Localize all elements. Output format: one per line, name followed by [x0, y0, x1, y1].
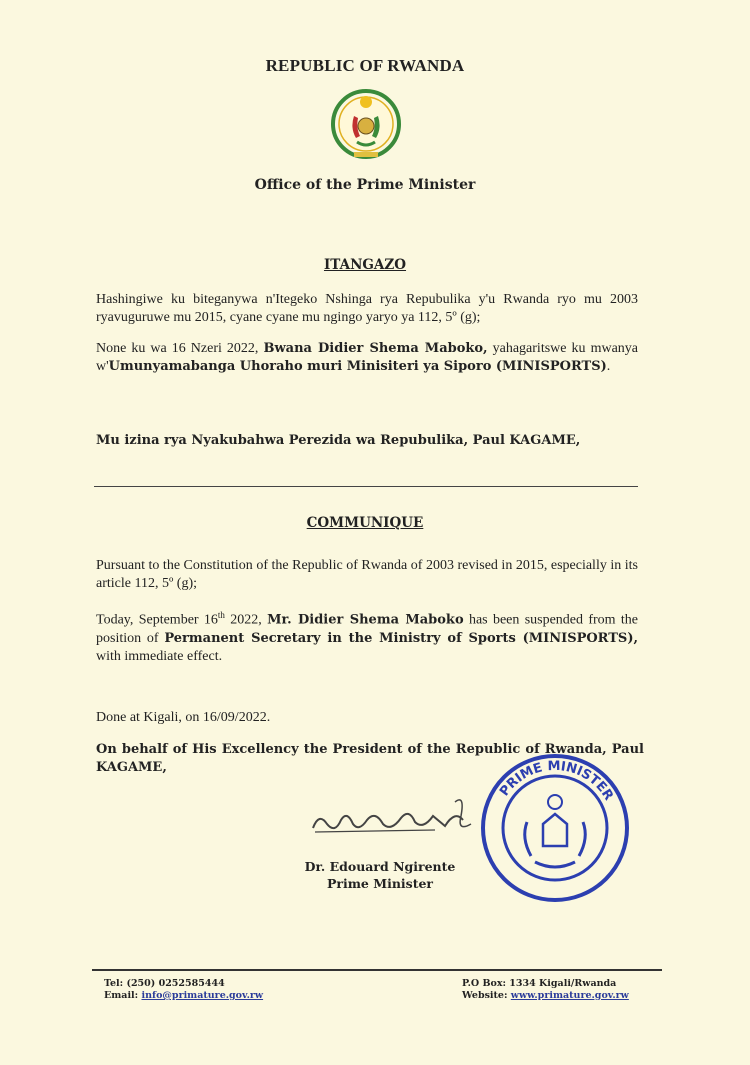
- signer-title: Prime Minister: [326, 876, 434, 891]
- prime-minister-stamp: [475, 752, 635, 904]
- itangazo-heading: ITANGAZO: [323, 257, 407, 273]
- footer-website: Website: www.primature.gov.rw: [462, 990, 629, 1001]
- handwritten-signature: [305, 790, 485, 840]
- section-divider: [94, 486, 638, 487]
- footer-pobox: P.O Box: 1334 Kigali/Rwanda: [462, 978, 617, 989]
- done-at-line: Done at Kigali, on 16/09/2022.: [96, 710, 271, 725]
- communique-heading: COMMUNIQUE: [306, 515, 424, 531]
- country-heading: REPUBLIC OF RWANDA: [265, 56, 465, 75]
- kinyarwanda-paragraph-2: None ku wa 16 Nzeri 2022, Bwana Didier Shema Maboko, yahagaritswe ku mwanya w'Umunyamabanga Uhoraho muri Minisiteri ya Siporo (MINISPORTS).: [96, 341, 638, 374]
- footer-contact-right: [462, 978, 629, 1002]
- english-paragraph-1: Pursuant to the Constitution of the Republic of Rwanda of 2003 revised in 2015, especially in its article 112, 5º (g);: [96, 558, 638, 591]
- website-link[interactable]: www.primature.gov.rw: [510, 990, 629, 1001]
- office-title: Office of the Prime Minister: [254, 177, 476, 193]
- footer-tel: Tel: (250) 0252585444: [104, 978, 225, 989]
- footer-contact-left: [104, 978, 263, 1002]
- svg-text:PRIME MINISTER: PRIME MINISTER: [497, 758, 616, 804]
- kinyarwanda-paragraph-1: Hashingiwe ku biteganywa n'Itegeko Nshinga rya Repubulika y'u Rwanda ryo mu 2003 ryavuguruwe mu 2015, cyane cyane mu ngingo yaryo ya 112, 5º (g);: [96, 292, 638, 325]
- footer-divider: [92, 969, 662, 971]
- signer-name: Dr. Edouard Ngirente: [304, 859, 456, 874]
- footer-email: Email: info@primature.gov.rw: [104, 990, 264, 1001]
- email-link[interactable]: info@primature.gov.rw: [141, 990, 264, 1001]
- english-behalf-line: On behalf of His Excellency the President of the Republic of Rwanda, Paul KAGAME,: [96, 742, 644, 775]
- rwanda-coat-of-arms-emblem: [327, 86, 405, 166]
- english-paragraph-2: Today, September 16th 2022, Mr. Didier Shema Maboko has been suspended from the position of Permanent Secretary in the Ministry of Sports (MINISPORTS), with immediate effect.: [96, 610, 638, 664]
- kinyarwanda-behalf-line: Mu izina rya Nyakubahwa Perezida wa Repubulika, Paul KAGAME,: [96, 433, 581, 448]
